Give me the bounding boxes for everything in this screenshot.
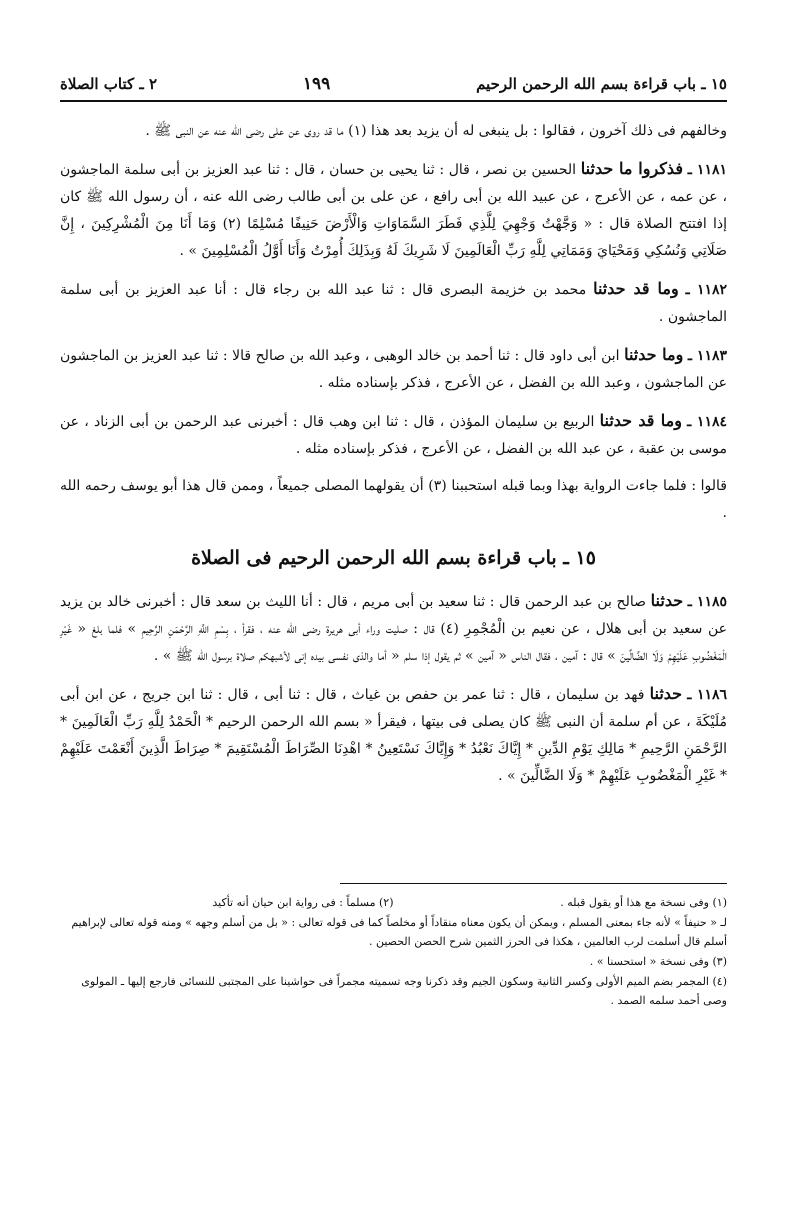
footnote-row bbox=[60, 893, 727, 913]
hadith-1181 bbox=[60, 155, 727, 265]
footnotes bbox=[60, 893, 727, 1011]
header-rule bbox=[60, 100, 727, 102]
conclusion-paragraph bbox=[60, 473, 727, 527]
hadith-number: ١١٨١ ـ bbox=[687, 162, 727, 178]
hadith-text: محمد بن خزيمة البصرى قال : ثنا عبد الله بن رجاء قال : أنا عبد العزيز بن أبى سلمة الماجشون . bbox=[60, 282, 727, 325]
hadith-number: ١١٨٥ ـ bbox=[687, 594, 727, 610]
chapter-title: ١٥ ـ باب قراءة بسم الله الرحمن الرحيم فى الصلاة bbox=[191, 547, 596, 569]
hadith-text: فهد بن سليمان ، قال : ثنا عمر بن حفص بن غياث ، قال : ثنا أبى ، قال : ثنا ابن جريج ، عن ابن أبى مُلَيْكَةَ ، عن أم سلمة أن النبى ﷺ كان يصلى فى بيتها ، فيقرأ « بسم الله الرحمن الرحيم * الْحَمْدُ لِلَّهِ رَبِّ الْعَالَمِينَ * الرَّحْمَنِ الرَّحِيمِ * مَالِكِ يَوْمِ الدِّينِ * إِيَّاكَ نَعْبُدُ * وَإِيَّاكَ نَسْتَعِينُ * اهْدِنَا الصِّرَاطَ الْمُسْتَقِيمَ * صِرَاطَ الَّذِينَ أَنْعَمْتَ عَلَيْهِمْ * غَيْرِ الْمَغْضُوبِ عَلَيْهِمْ * وَلَا الضَّالِّينَ » . bbox=[60, 687, 727, 784]
haddatha-word: وما قد حدثنا bbox=[593, 279, 679, 298]
hadith-1183 bbox=[60, 341, 727, 397]
paragraph-text: قالوا : فلما جاءت الرواية بهذا وبما قبله استحببنا (٣) أن يقولهما المصلى جميعاً ، وممن قال هذا أبو يوسف رحمه الله . bbox=[60, 478, 727, 521]
hadith-number: ١١٨٤ ـ bbox=[687, 414, 727, 430]
footnote-rule bbox=[340, 883, 727, 884]
intro-paragraph bbox=[60, 118, 727, 145]
footnote-4: (٤) المجمر بضم الميم الأولى وكسر الثانية وسكون الجيم وقد ذكرنا وجه تسميته مجمراً فى حواشينا على المجتبى للنسائى فارجع إليها ـ المولوى وصى أحمد سلمه الصمد . bbox=[81, 975, 727, 1007]
haddatha-word: حدثنا bbox=[649, 684, 683, 703]
hadith-text: صالح بن عبد الرحمن قال : ثنا سعيد بن أبى مريم ، قال : أنا الليث بن سعد قال : أخبرنى خالد بن يزيد عن سعيد بن أبى هلال ، عن نعيم بن الْمُجْمِرِ (٤) قال : صليت وراء أبى هريرة رضى الله عنه ، فقرأ ، بِسْمِ اللَّهِ الرَّحْمَنِ الرَّحِيمِ » فلما بلغ « غَيْرِ الْمَغْضُوبِ عَلَيْهِمْ وَلَا الضَّالِّينَ » قال : آمين ، فقال الناس « آمين » ثم يقول إذا سلم « أما والذى نفسى بيده إنى لأشبهكم صلاة برسول الله ﷺ » . bbox=[60, 594, 727, 664]
hadith-1182 bbox=[60, 275, 727, 331]
running-header bbox=[60, 70, 727, 98]
footnote-2-start: (٢) مسلماً : فى رواية ابن حيان أنه تأكيد bbox=[212, 896, 394, 909]
hadith-number: ١١٨٣ ـ bbox=[687, 348, 727, 364]
hadith-1184 bbox=[60, 407, 727, 463]
hadith-number: ١١٨٢ ـ bbox=[685, 282, 728, 298]
paragraph-text: وخالفهم فى ذلك آخرون ، فقالوا : بل ينبغى له أن يزيد بعد هذا (١) ما قد روى عن على رضى الله عنه عن النبى ﷺ . bbox=[145, 123, 727, 139]
hadith-text: الربيع بن سليمان المؤذن ، قال : ثنا ابن وهب قال : أخبرنى عبد الرحمن بن أبى الزناد ، عن موسى بن عقبة ، عن عبد الله بن الفضل ، عن الأعرج ، فذكر بإسناده مثله . bbox=[60, 414, 727, 457]
footnote-2-continued: لـ « حنيفاً » لأنه جاء بمعنى المسلم ، ويمكن أن يكون معناه منقاداً أو مخلصاً كما فى قوله تعالى : « بل من أسلم وجهه » ومنه قوله تعالى لإبراهيم أسلم قال أسلمت لرب العالمين ، هكذا فى الحرز الثمين شرح الحصن الحصين . bbox=[71, 916, 727, 948]
footnote-3: (٣) وفى نسخة « استحسنا » . bbox=[589, 955, 727, 968]
haddatha-word: وما قد حدثنا bbox=[599, 411, 682, 430]
hadith-number: ١١٨٦ ـ bbox=[687, 687, 728, 703]
footnote-1: (١) وفى نسخة مع هذا أو يقول قبله . bbox=[560, 896, 727, 909]
hadith-1186 bbox=[60, 680, 727, 790]
hadith-text: الحسين بن نصر ، قال : ثنا يحيى بن حسان ، قال : ثنا عبد العزيز بن أبى سلمة الماجشون ، عن عمه ، عن الأعرج ، عن عبيد الله بن أبى رافع ، عن على بن أبى طالب رضى الله عنه ، أن رسول الله ﷺ كان إذا افتتح الصلاة قال : « وَجَّهْتُ وَجْهِيَ لِلَّذِي فَطَرَ السَّمَاوَاتِ وَالْأَرْضَ حَنِيفًا مُسْلِمًا (٢) وَمَا أَنَا مِنَ الْمُشْرِكِينَ ، إِنَّ صَلَاتِي وَنُسُكِي وَمَحْيَايَ وَمَمَاتِي لِلَّهِ رَبِّ الْعَالَمِينَ لَا شَرِيكَ لَهُ وَبِذَلِكَ أُمِرْتُ وَأَنَا أَوَّلُ الْمُسْلِمِينَ » . bbox=[60, 162, 727, 259]
hadith-text: ابن أبى داود قال : ثنا أحمد بن خالد الوهبى ، وعبد الله بن صالح قالا : ثنا عبد العزيز بن الماجشون عن الماجشون ، وعبد الله بن الفضل ، عن الأعرج ، فذكر بإسناده مثله . bbox=[60, 348, 727, 391]
main-text bbox=[60, 118, 727, 800]
page-number: ١٩٩ bbox=[302, 74, 331, 94]
hadith-1185 bbox=[60, 587, 727, 670]
book-header: ٢ ـ كتاب الصلاة bbox=[60, 75, 158, 93]
chapter-header: ١٥ ـ باب قراءة بسم الله الرحمن الرحيم bbox=[476, 75, 727, 93]
haddatha-word: وما حدثنا bbox=[624, 345, 684, 364]
haddatha-word: فذكروا ما حدثنا bbox=[580, 159, 683, 178]
haddatha-word: حدثنا bbox=[650, 591, 684, 610]
